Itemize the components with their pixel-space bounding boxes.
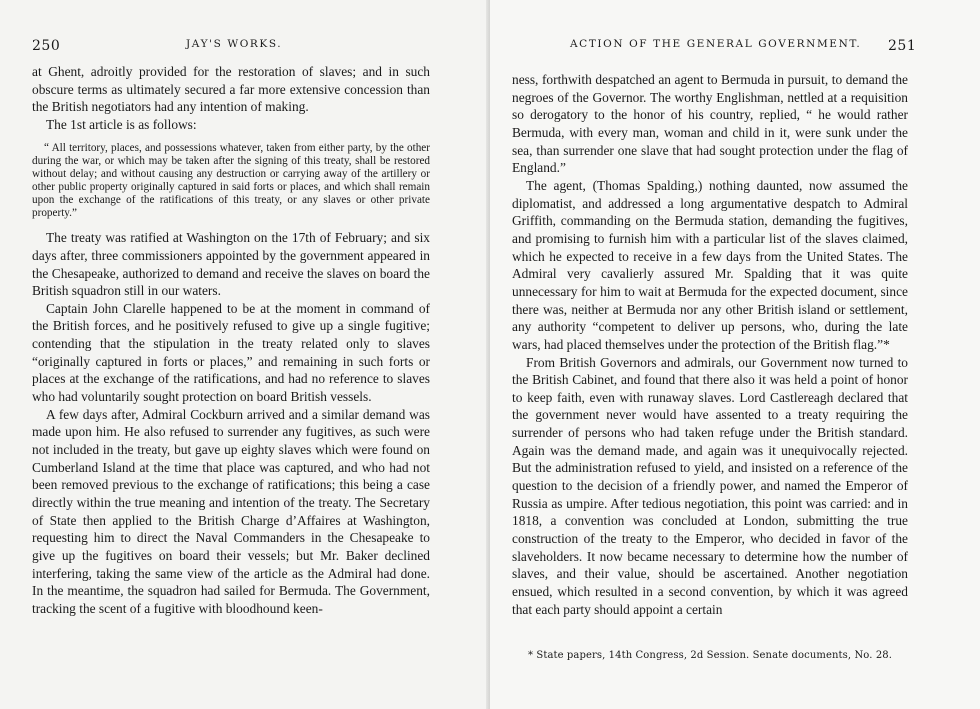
right-paragraph-1: ness, forthwith despatched an agent to Bermuda in pursuit, to demand the negroes of the Governor. The worthy Englishman, nettled at a requisition so derogatory to the honor of his country, replied, “ he would rather Bermuda, with every man, woman and child in it, were sunk under the sea, than surrender one slave that had sought protection under the flag of England.”: [512, 72, 908, 176]
left-paragraph-3: The treaty was ratified at Washington on the 17th of February; and six days after, three commissioners appointed by the government appeared in the Chesapeake, authorized to demand and receive the slaves on board the British squadron still in our waters.: [32, 230, 430, 299]
left-paragraph-5: A few days after, Admiral Cockburn arrived and a similar demand was made upon him. He also refused to surrender any fugitives, as such were not included in the treaty, but gave up eighty slaves which were found on Cumberland Island at the time that place was captured, and who had not been removed previous to the exchange of ratifications; this being a case directly within the true meaning and intention of the treaty. The Secretary of State then applied to the British Charge d’Affaires at Washington, requesting him to direct the Naval Commanders in the Chesapeake to give up the fugitives on board their vessels; but Mr. Baker declined interfering, taking the same view of the article as the Admiral had done. In the meantime, the squadron had sailed for Bermuda. The Government, tracking the scent of a fugitive with bloodhound keen-: [32, 406, 430, 616]
right-page: [490, 0, 980, 709]
left-paragraph-1: at Ghent, adroitly provided for the restoration of slaves; and in such obscure terms as ultimately secured a far more extensive concession than the British negotiators had any intention of making.: [32, 64, 430, 115]
right-page-body: [512, 71, 908, 618]
left-paragraph-4: Captain John Clarelle happened to be at the moment in command of the British forces, and he positively refused to give up a single fugitive; contending that the stipulation in the treaty related only to slaves “originally captured in forts or places,” and remaining in such forts or places at the exchange of the ratifications, and had no reference to slaves who had voluntarily sought protection on board British vessels.: [32, 300, 430, 405]
left-page-number: 250: [32, 38, 61, 54]
footnote: * State papers, 14th Congress, 2d Session. Senate documents, No. 28.: [528, 650, 893, 661]
treaty-quote: “ All territory, places, and possessions whatever, taken from either party, by the other during the war, or which may be taken after the signing of this treaty, shall be restored without delay; and without causing any destruction or carrying away of the artillery or other public property originally captured in said forts or places, and which shall remain upon the exchange of the ratifications of this treaty, or any slaves or other private property.”: [32, 141, 430, 220]
left-paragraph-2: The 1st article is as follows:: [46, 116, 197, 132]
right-paragraph-2: The agent, (Thomas Spalding,) nothing daunted, now assumed the diplomatist, and addressed a long argumentative despatch to Admiral Griffith, commanding on the Bermuda station, demanding the fugitives, and promising to furnish him with a particular list of the slaves claimed, which he expected to receive in a few days from the United States. The Admiral very cavalierly assured Mr. Spalding that it was quite unnecessary for him to wait at Bermuda for the expected document, since there was, neither at Bermuda nor any other British island or settlement, any authority “competent to deliver up persons, who, during the late wars, had placed themselves under the protection of the British flag.”*: [512, 177, 908, 352]
right-paragraph-3: From British Governors and admirals, our Government now turned to the British Cabinet, and found that there also it was held a point of honor to keep faith, even with runaway slaves. Lord Castlereagh declared that the government never would have assented to a treaty requiring the surrender of persons who had taken refuge under the British standard. Again was the demand made, and again was it unequivocally rejected. But the administration refused to yield, and insisted on a reference of the question to the decision of a friendly power, and named the Emperor of Russia as umpire. After tedious negotiation, this point was carried: and in 1818, a convention was concluded at London, submitting the true construction of the treaty to the Emperor, who decided in favor of the slaveholders. It now became necessary to determine how the number of slaves, and their value, should be ascertained. Another negotiation ensued, which resulted in a second convention, by which it was agreed that each party should appoint a certain: [512, 354, 908, 617]
right-page-number: 251: [888, 38, 917, 54]
right-running-head: ACTION OF THE GENERAL GOVERNMENT.: [570, 38, 862, 50]
left-running-head: JAY'S WORKS.: [186, 38, 283, 50]
left-page-body: [32, 63, 430, 618]
